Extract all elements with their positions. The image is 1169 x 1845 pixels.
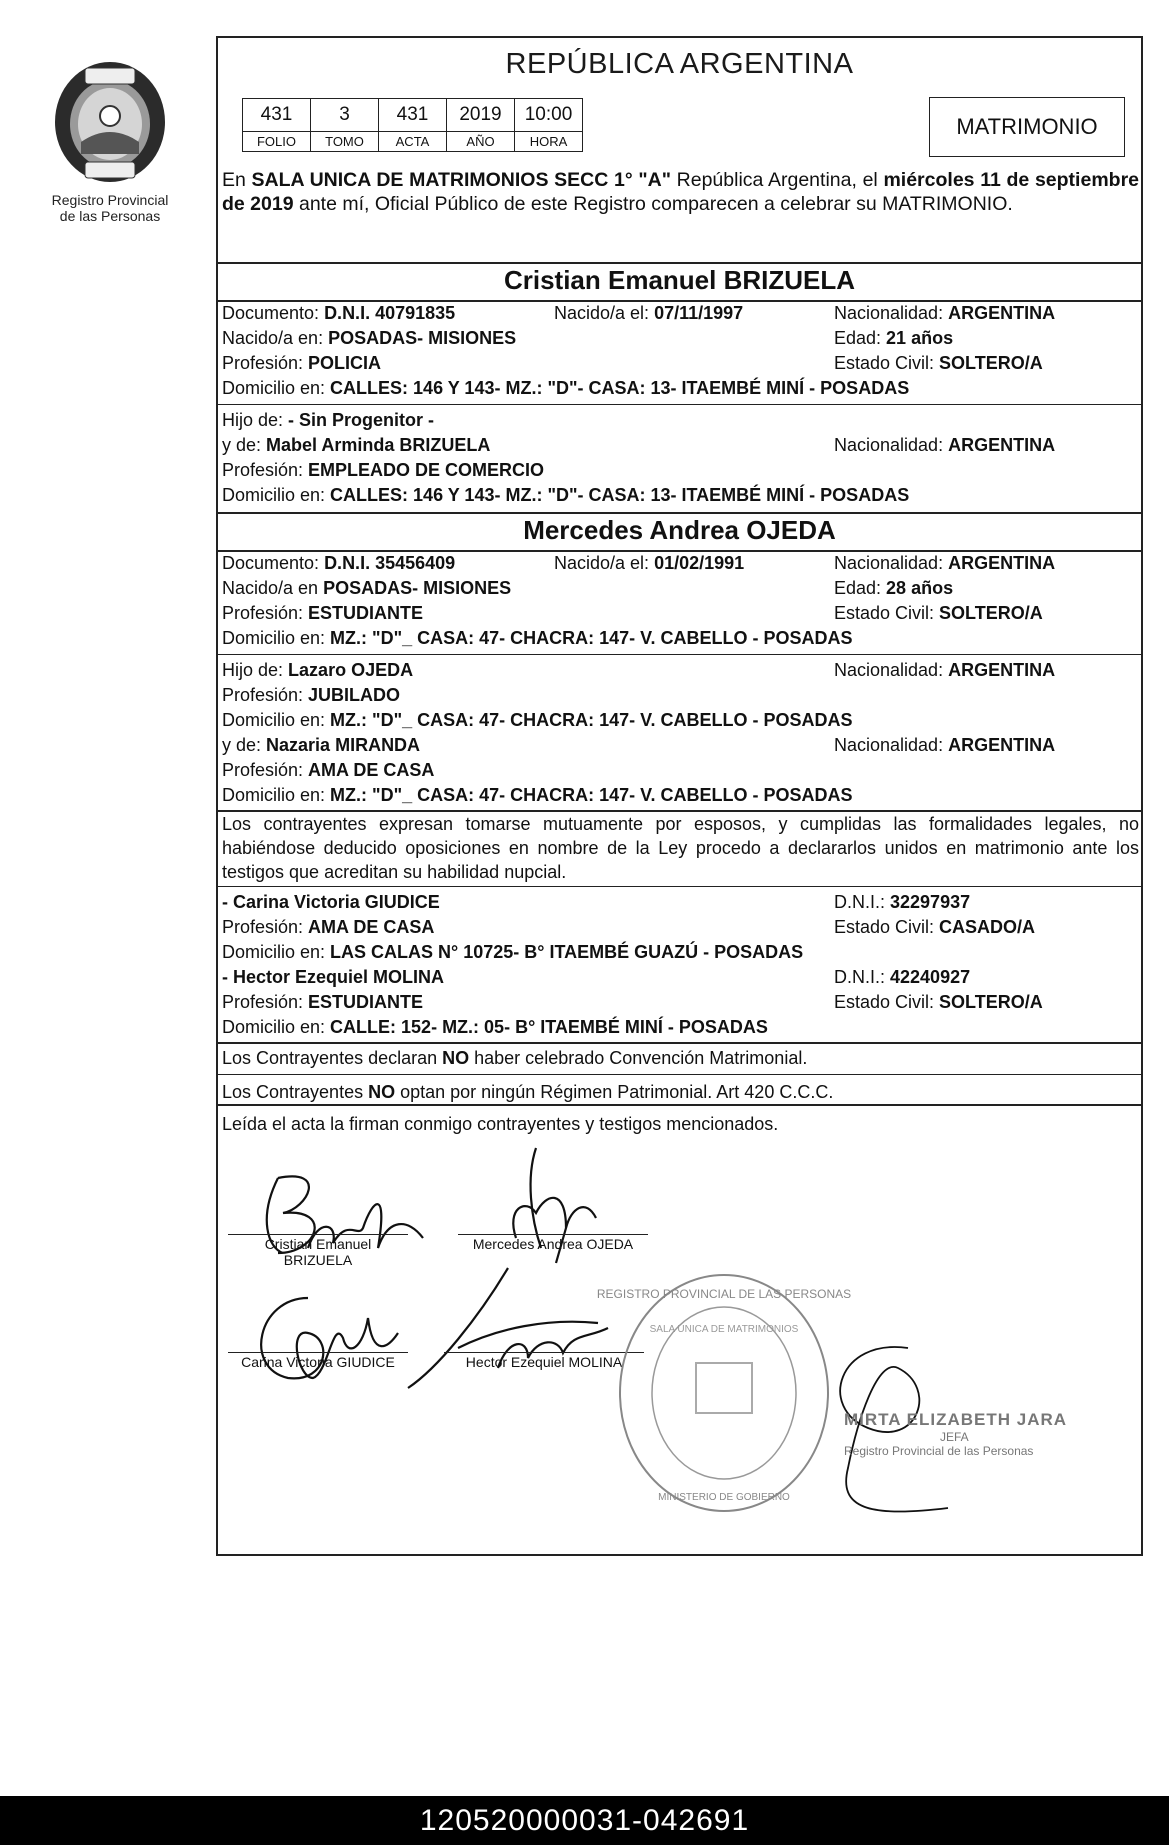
spouse2-name: Mercedes Andrea OJEDA bbox=[523, 515, 836, 545]
witness1-row-addr: Domicilio en: LAS CALAS N° 10725- B° ITAEMBÉ GUAZÚ - POSADAS bbox=[222, 942, 804, 962]
signature-line bbox=[228, 1234, 408, 1235]
witness1-row-name: - Carina Victoria GIUDICE D.N.I.: 32297937 bbox=[222, 892, 971, 912]
year-value: 2019 bbox=[447, 99, 515, 132]
spouse1-row-prof: Profesión: POLICIA Estado Civil: SOLTERO/A bbox=[222, 353, 1043, 373]
hour-value: 10:00 bbox=[515, 99, 583, 132]
closing-line: Leída el acta la firman conmigo contrayentes y testigos mencionados. bbox=[222, 1114, 779, 1134]
spouse2-row-father-prof: Profesión: JUBILADO bbox=[222, 685, 401, 705]
witness2-row-name: - Hector Ezequiel MOLINA D.N.I.: 42240927 bbox=[222, 967, 971, 987]
year-label: AÑO bbox=[447, 132, 515, 152]
registry-emblem bbox=[40, 58, 180, 224]
spouse1-row-addr: Domicilio en: CALLES: 146 Y 143- MZ.: "D"- CASA: 13- ITAEMBÉ MINÍ - POSADAS bbox=[222, 378, 910, 398]
acta-value: 431 bbox=[379, 99, 447, 132]
spouse1-row-doc: Documento: D.N.I. 40791835 Nacido/a el: 07/11/1997 Nacionalidad: ARGENTINA bbox=[222, 303, 1056, 323]
document-title: REPÚBLICA ARGENTINA bbox=[505, 48, 854, 80]
marriage-certificate bbox=[216, 36, 1143, 1556]
divider bbox=[218, 512, 1141, 514]
spouse2-row-prof: Profesión: ESTUDIANTE Estado Civil: SOLTERO/A bbox=[222, 603, 1043, 623]
province-seal-icon bbox=[51, 58, 169, 186]
folio-label: FOLIO bbox=[243, 132, 311, 152]
convention-line: Los Contrayentes declaran NO haber celebrado Convención Matrimonial. bbox=[222, 1048, 808, 1068]
folio-value: 431 bbox=[243, 99, 311, 132]
spouse2-row-doc: Documento: D.N.I. 35456409 Nacido/a el: 01/02/1991 Nacionalidad: ARGENTINA bbox=[222, 553, 1056, 573]
divider bbox=[218, 1042, 1141, 1044]
registry-table bbox=[242, 98, 583, 152]
official-stamp-text: MIRTA ELIZABETH JARA JEFA Registro Provincial de las Personas bbox=[844, 1410, 1068, 1458]
spouse1-name: Cristian Emanuel BRIZUELA bbox=[503, 265, 856, 295]
spouse2-row-addr: Domicilio en: MZ.: "D"_ CASA: 47- CHACRA: 147- V. CABELLO - POSADAS bbox=[222, 628, 853, 648]
spouse2-row-father-addr: Domicilio en: MZ.: "D"_ CASA: 47- CHACRA: 147- V. CABELLO - POSADAS bbox=[222, 710, 853, 730]
signature-molina bbox=[398, 1258, 628, 1398]
spouse1-row-father: Hijo de: - Sin Progenitor - bbox=[222, 410, 435, 430]
divider bbox=[218, 1104, 1141, 1106]
tomo-label: TOMO bbox=[311, 132, 379, 152]
svg-text:REGISTRO PROVINCIAL DE LAS PER: REGISTRO PROVINCIAL DE LAS PERSONAS bbox=[596, 1287, 852, 1301]
signature-giudice bbox=[238, 1278, 408, 1398]
tomo-value: 3 bbox=[311, 99, 379, 132]
spouse1-row-mother-addr: Domicilio en: CALLES: 146 Y 143- MZ.: "D"- CASA: 13- ITAEMBÉ MINÍ - POSADAS bbox=[222, 485, 910, 505]
barcode-number: 120520000031-042691 bbox=[0, 1796, 1169, 1845]
spouse1-row-mother: y de: Mabel Arminda BRIZUELA Nacionalidad: ARGENTINA bbox=[222, 435, 1056, 455]
signature-line bbox=[458, 1234, 648, 1235]
signature-line bbox=[228, 1352, 408, 1353]
intro-paragraph: En SALA UNICA DE MATRIMONIOS SECC 1° "A" República Argentina, el miércoles 11 de septiembre de 2019 ante mí, Oficial Público de este Registro comparecen a celebrar su MATRIMONIO. bbox=[222, 169, 1139, 215]
divider bbox=[218, 654, 1141, 655]
spouse1-row-place: Nacido/a en: POSADAS- MISIONES Edad: 21 años bbox=[222, 328, 954, 348]
signature-caption-brizuela: Cristian Emanuel BRIZUELA bbox=[264, 1236, 372, 1268]
act-type-box: MATRIMONIO bbox=[929, 97, 1125, 157]
signature-caption-ojeda: Mercedes Andrea OJEDA bbox=[472, 1236, 634, 1252]
witness2-row-prof: Profesión: ESTUDIANTE Estado Civil: SOLTERO/A bbox=[222, 992, 1043, 1012]
spouse1-row-mother-prof: Profesión: EMPLEADO DE COMERCIO bbox=[222, 460, 545, 480]
spouse2-row-place: Nacido/a en POSADAS- MISIONES Edad: 28 años bbox=[222, 578, 954, 598]
divider bbox=[218, 886, 1141, 887]
divider bbox=[218, 1074, 1141, 1075]
witness2-row-addr: Domicilio en: CALLE: 152- MZ.: 05- B° ITAEMBÉ MINÍ - POSADAS bbox=[222, 1017, 768, 1037]
acta-label: ACTA bbox=[379, 132, 447, 152]
spouse2-row-father: Hijo de: Lazaro OJEDA Nacionalidad: ARGENTINA bbox=[222, 660, 1056, 680]
divider bbox=[218, 404, 1141, 405]
svg-text:MINISTERIO DE GOBIERNO: MINISTERIO DE GOBIERNO bbox=[658, 1492, 790, 1503]
spouse2-row-mother-addr: Domicilio en: MZ.: "D"_ CASA: 47- CHACRA: 147- V. CABELLO - POSADAS bbox=[222, 785, 853, 805]
hour-label: HORA bbox=[515, 132, 583, 152]
emblem-caption: Registro Provincial de las Personas bbox=[51, 192, 169, 224]
declaration-paragraph: Los contrayentes expresan tomarse mutuamente por esposos, y cumplidas las formalidades legales, no habiéndose deducido oposiciones en nombre de la Ley procedo a declararlos unidos en matrimonio ante los testigos que acreditan su habilidad nupcial. bbox=[222, 814, 1139, 882]
signature-caption-molina: Hector Ezequiel MOLINA bbox=[465, 1354, 623, 1370]
svg-text:SALA UNICA DE MATRIMONIOS: SALA UNICA DE MATRIMONIOS bbox=[649, 1324, 799, 1335]
witness1-row-prof: Profesión: AMA DE CASA Estado Civil: CASADO/A bbox=[222, 917, 1036, 937]
divider bbox=[218, 262, 1141, 264]
regime-line: Los Contrayentes NO optan por ningún Régimen Patrimonial. Art 420 C.C.C. bbox=[222, 1082, 834, 1102]
spouse2-row-mother-prof: Profesión: AMA DE CASA bbox=[222, 760, 435, 780]
spouse2-row-mother: y de: Nazaria MIRANDA Nacionalidad: ARGENTINA bbox=[222, 735, 1056, 755]
signature-caption-giudice: Carina Victoria GIUDICE bbox=[241, 1354, 395, 1370]
